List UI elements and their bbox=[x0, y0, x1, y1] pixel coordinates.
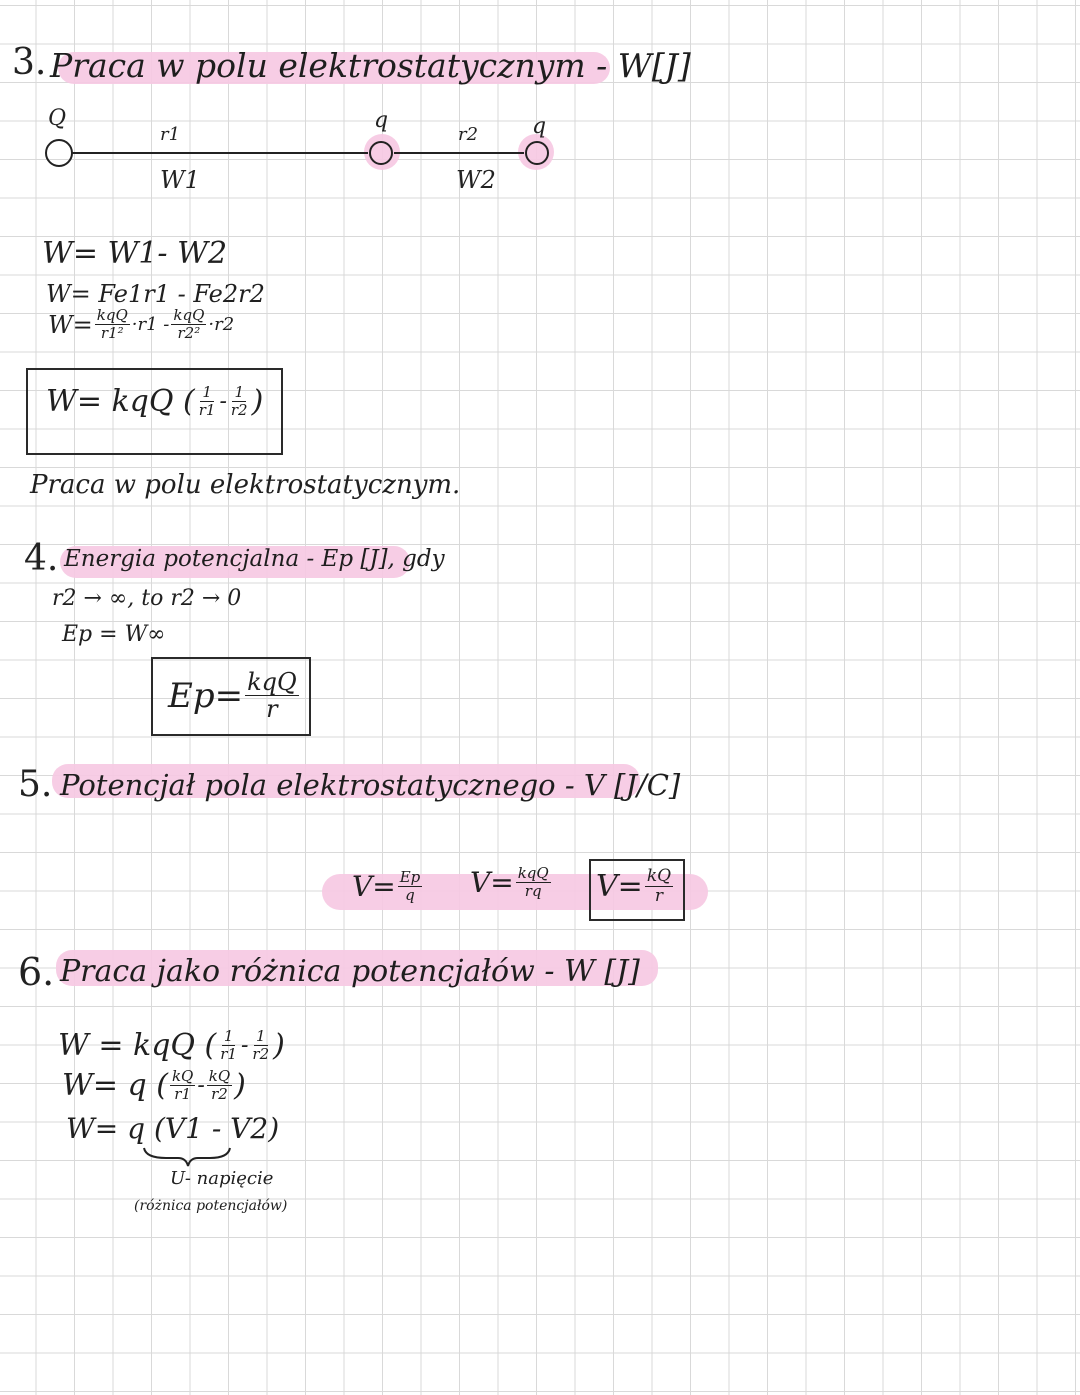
s3-eq3-end: ·r2 bbox=[208, 314, 235, 335]
s6-e1-frac2: $\frac{1}{r2}$ bbox=[252, 1027, 270, 1063]
s6-u-sub: (różnica potencjałów) bbox=[134, 1198, 288, 1214]
s3-eq1: W= W1- W2 bbox=[42, 236, 228, 271]
w1-label: W1 bbox=[160, 166, 200, 194]
r1-label: r1 bbox=[160, 124, 181, 145]
s5-f1-frac: $\frac{Ep}{q}$ bbox=[399, 868, 421, 904]
s6-e1-lhs: W = kqQ ( bbox=[58, 1028, 217, 1063]
s3-result-close: ) bbox=[251, 384, 264, 419]
s6-e2-minus: - bbox=[197, 1073, 205, 1098]
s6-title: Praca jako różnica potencjałów - W [J] bbox=[60, 954, 640, 989]
s3-result-minus: - bbox=[219, 389, 227, 414]
s3-eq3-lhs: W= bbox=[48, 310, 93, 339]
s4-number: 4. bbox=[24, 538, 59, 579]
charge-q2-label: q bbox=[532, 114, 547, 139]
s3-result-lhs: W= kqQ ( bbox=[46, 384, 195, 419]
s5-title: Potencjał pola elektrostatycznego - V [J/C] bbox=[60, 768, 681, 802]
s6-e2-close: ) bbox=[234, 1068, 246, 1103]
s5-f2-lhs: V= bbox=[470, 866, 514, 899]
r2-label: r2 bbox=[458, 124, 479, 145]
s3-eq3-mid: ·r1 - bbox=[131, 314, 170, 335]
s5-number: 5. bbox=[18, 764, 53, 805]
s3-eq2: W= Fe1r1 - Fe2r2 bbox=[46, 280, 265, 308]
s6-e2-lhs: W= q ( bbox=[62, 1068, 168, 1103]
s4-result-lhs: Ep= bbox=[168, 675, 244, 716]
s6-u-label: U- napięcie bbox=[170, 1168, 274, 1189]
charge-q1-label: q bbox=[374, 108, 389, 133]
s6-e1-close: ) bbox=[273, 1028, 285, 1063]
s4-line1: r2 → ∞, to r2 → 0 bbox=[52, 586, 242, 611]
s5-f3-frac: $\frac{kQ}{r}$ bbox=[646, 866, 672, 906]
s3-title: Praca w polu elektrostatycznym - W[J] bbox=[50, 46, 691, 85]
s6-e2-frac2: $\frac{kQ}{r2}$ bbox=[208, 1067, 231, 1103]
w2-label: W2 bbox=[456, 166, 496, 194]
s6-e3: W= q (V1 - V2) bbox=[66, 1112, 280, 1145]
s6-e2-frac1: $\frac{kQ}{r1}$ bbox=[171, 1067, 194, 1103]
s3-number: 3. bbox=[12, 42, 47, 83]
s4-title: Energia potencjalna - Ep [J], gdy bbox=[64, 546, 445, 572]
s4-result-frac: $\frac{\text{kqQ}}{r}$ bbox=[247, 668, 297, 723]
s3-eq3-frac2: $\frac{\text{kqQ}}{\text{r2²}}$ bbox=[173, 306, 205, 342]
s6-e1-frac1: $\frac{1}{r1}$ bbox=[220, 1027, 237, 1063]
s4-line2: Ep = W∞ bbox=[62, 622, 166, 647]
s5-f3-lhs: V= bbox=[596, 869, 643, 904]
s6-number: 6. bbox=[18, 950, 55, 994]
s6-e1-minus: - bbox=[240, 1033, 249, 1058]
s5-f1-lhs: V= bbox=[352, 870, 396, 903]
s3-result-frac1: $\frac{1}{r1}$ bbox=[198, 383, 216, 419]
charge-Q-label: Q bbox=[48, 106, 67, 131]
s3-eq3-frac1: $\frac{\text{kqQ}}{\text{r1²}}$ bbox=[96, 306, 128, 342]
s5-f2-frac: $\frac{\text{kqQ}}{rq}$ bbox=[517, 864, 549, 900]
s3-caption: Praca w polu elektrostatycznym. bbox=[30, 470, 461, 500]
s3-result-frac2: $\frac{1}{r2}$ bbox=[230, 383, 248, 419]
